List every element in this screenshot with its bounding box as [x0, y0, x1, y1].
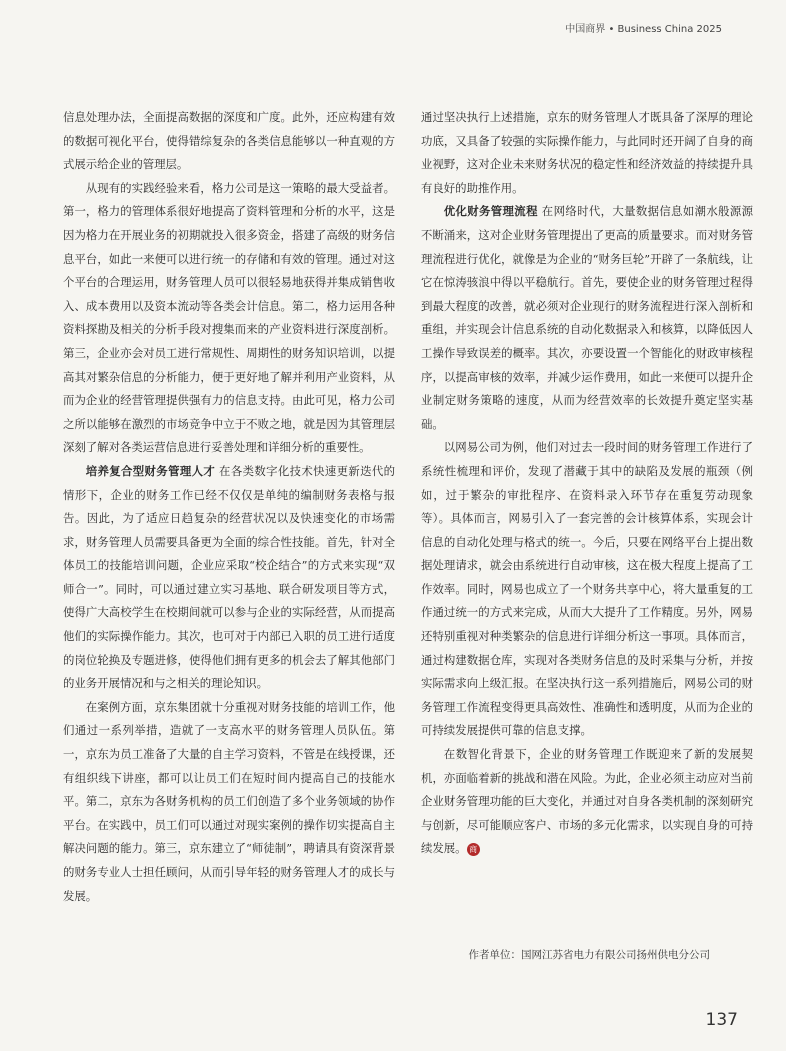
paragraph-text: 通过坚决执行上述措施，京东的财务管理人才既具备了深厚的理论功底，又具备了较强的实际操作能力，与此同时还开阔了自身的商业视野，这对企业未来财务状况的稳定性和经济效益的持续提升具有良好的助推作用。 [421, 110, 753, 195]
page-number: 137 [705, 1010, 738, 1030]
paragraph [63, 177, 395, 460]
left-column [63, 106, 395, 908]
paragraph [63, 106, 395, 177]
section-paragraph [421, 200, 753, 436]
paragraph [421, 743, 753, 861]
paragraph-text: 以网易公司为例，他们对过去一段时间的财务管理工作进行了系统性梳理和评价，发现了潜藏于其中的缺陷及发展的瓶颈（例如，过于繁杂的审批程序、在资料录入环节存在重复劳动现象等）。具体而言，网易引入了一套完善的会计核算体系，实现会计信息的自动化处理与格式的统一。今后，只要在网络平台上提出数据处理请求，就会由系统进行自动审核，这在极大程度上提高了工作效率。同时，网易也成立了一个财务共享中心，将大量重复的工作通过统一的方式来完成，从而大大提升了工作精度。另外，网易还特别重视对种类繁杂的信息进行详细分析这一事项。具体而言，通过构建数据仓库，实现对各类财务信息的及时采集与分析，并按实际需求向上级汇报。在坚决执行这一系列措施后，网易公司的财务管理工作流程变得更具高效性、准确性和透明度，从而为企业的可持续发展提供可靠的信息支撑。 [421, 440, 753, 738]
paragraph [421, 106, 753, 200]
section-heading: 优化财务管理流程 [443, 204, 538, 219]
paragraph [421, 436, 753, 743]
section-paragraph [63, 460, 395, 696]
paragraph-text: 在数智化背景下，企业的财务管理工作既迎来了新的发展契机，亦面临着新的挑战和潜在风险。为此，企业必须主动应对当前企业财务管理功能的巨大变化，并通过对自身各类机制的深刻研究与创新，尽可能顺应客户、市场的多元化需求，以实现自身的可持续发展。 [421, 747, 753, 856]
right-column [421, 106, 753, 861]
paragraph [63, 696, 395, 908]
paragraph-text: 从现有的实践经验来看，格力公司是这一策略的最大受益者。第一，格力的管理体系很好地提高了资料管理和分析的水平，这是因为格力在开展业务的初期就投入很多资金，搭建了高级的财务信息平台，如此一来便可以进行统一的存储和有效的管理。通过对这个平台的合理运用，财务管理人员可以很轻易地获得并集成销售收入、成本费用以及资本流动等各类会计信息。第二，格力运用各种资料探勘及相关的分析手段对搜集而来的产业资料进行深度剖析。第三，企业亦会对员工进行常规性、周期性的财务知识培训，以提高其对繁杂信息的分析能力，便于更好地了解并利用产业资料，从而为企业的经营管理提供强有力的信息支持。由此可见，格力公司之所以能够在激烈的市场竞争中立于不败之地，就是因为其管理层深刻了解对各类运营信息进行妥善处理和详细分析的重要性。 [63, 180, 395, 455]
author-affiliation: 作者单位：国网江苏省电力有限公司扬州供电分公司 [468, 949, 710, 961]
end-of-article-icon: 商 [467, 843, 480, 856]
running-header: 中国商界 • Business China 2025 [565, 24, 722, 35]
paragraph-text: 在案例方面，京东集团就十分重视对财务技能的培训工作，他们通过一系列举措，造就了一支高水平的财务管理人员队伍。第一，京东为员工准备了大量的自主学习资料，不管是在线授课，还有组织线下讲座，都可以让员工们在短时间内提高自己的技能水平。第二，京东为各财务机构的员工们创造了多个业务领域的协作平台。在实践中，员工们可以通过对现实案例的操作切实提高自主解决问题的能力。第三，京东建立了“师徒制”，聘请具有资深背景的财务专业人士担任顾问，从而引导年轻的财务管理人才的成长与发展。 [63, 699, 395, 903]
paragraph-text: 在网络时代，大量数据信息如潮水般源源不断涌来，这对企业财务管理提出了更高的质量要求。而对财务管理流程进行优化，就像是为企业的“财务巨轮”开辟了一条航线，让它在惊涛骇浪中得以平稳航行。首先，要使企业的财务管理过程得到最大程度的改善，就必须对企业现行的财务流程进行深入剖析和重组，并实现会计信息系统的自动化数据录入和核算，以降低因人工操作导致误差的概率。其次，亦要设置一个智能化的财政审核程序，以提高审核的效率，并减少运作费用，如此一来便可以提升企业制定财务策略的速度，从而为经营效率的长效提升奠定坚实基础。 [421, 204, 753, 431]
section-heading: 培养复合型财务管理人才 [85, 463, 216, 478]
paragraph-text: 信息处理办法，全面提高数据的深度和广度。此外，还应构建有效的数据可视化平台，使得错综复杂的各类信息能够以一种直观的方式展示给企业的管理层。 [63, 110, 395, 172]
paragraph-text: 在各类数字化技术快速更新迭代的情形下，企业的财务工作已经不仅仅是单纯的编制财务表格与报告。因此，为了适应日趋复杂的经营状况以及快速变化的市场需求，财务管理人员需要具备更为全面的综合性技能。首先，针对全体员工的技能培训问题，企业应采取“校企结合”的方式来实现“双师合一”。同时，可以通过建立实习基地、联合研发项目等方式，使得广大高校学生在校期间就可以参与企业的实际经营，从而提高他们的实际操作能力。其次，也可对于内部已入职的员工进行适度的岗位轮换及专题进修，使得他们拥有更多的机会去了解其他部门的业务开展情况和与之相关的理论知识。 [63, 463, 395, 691]
